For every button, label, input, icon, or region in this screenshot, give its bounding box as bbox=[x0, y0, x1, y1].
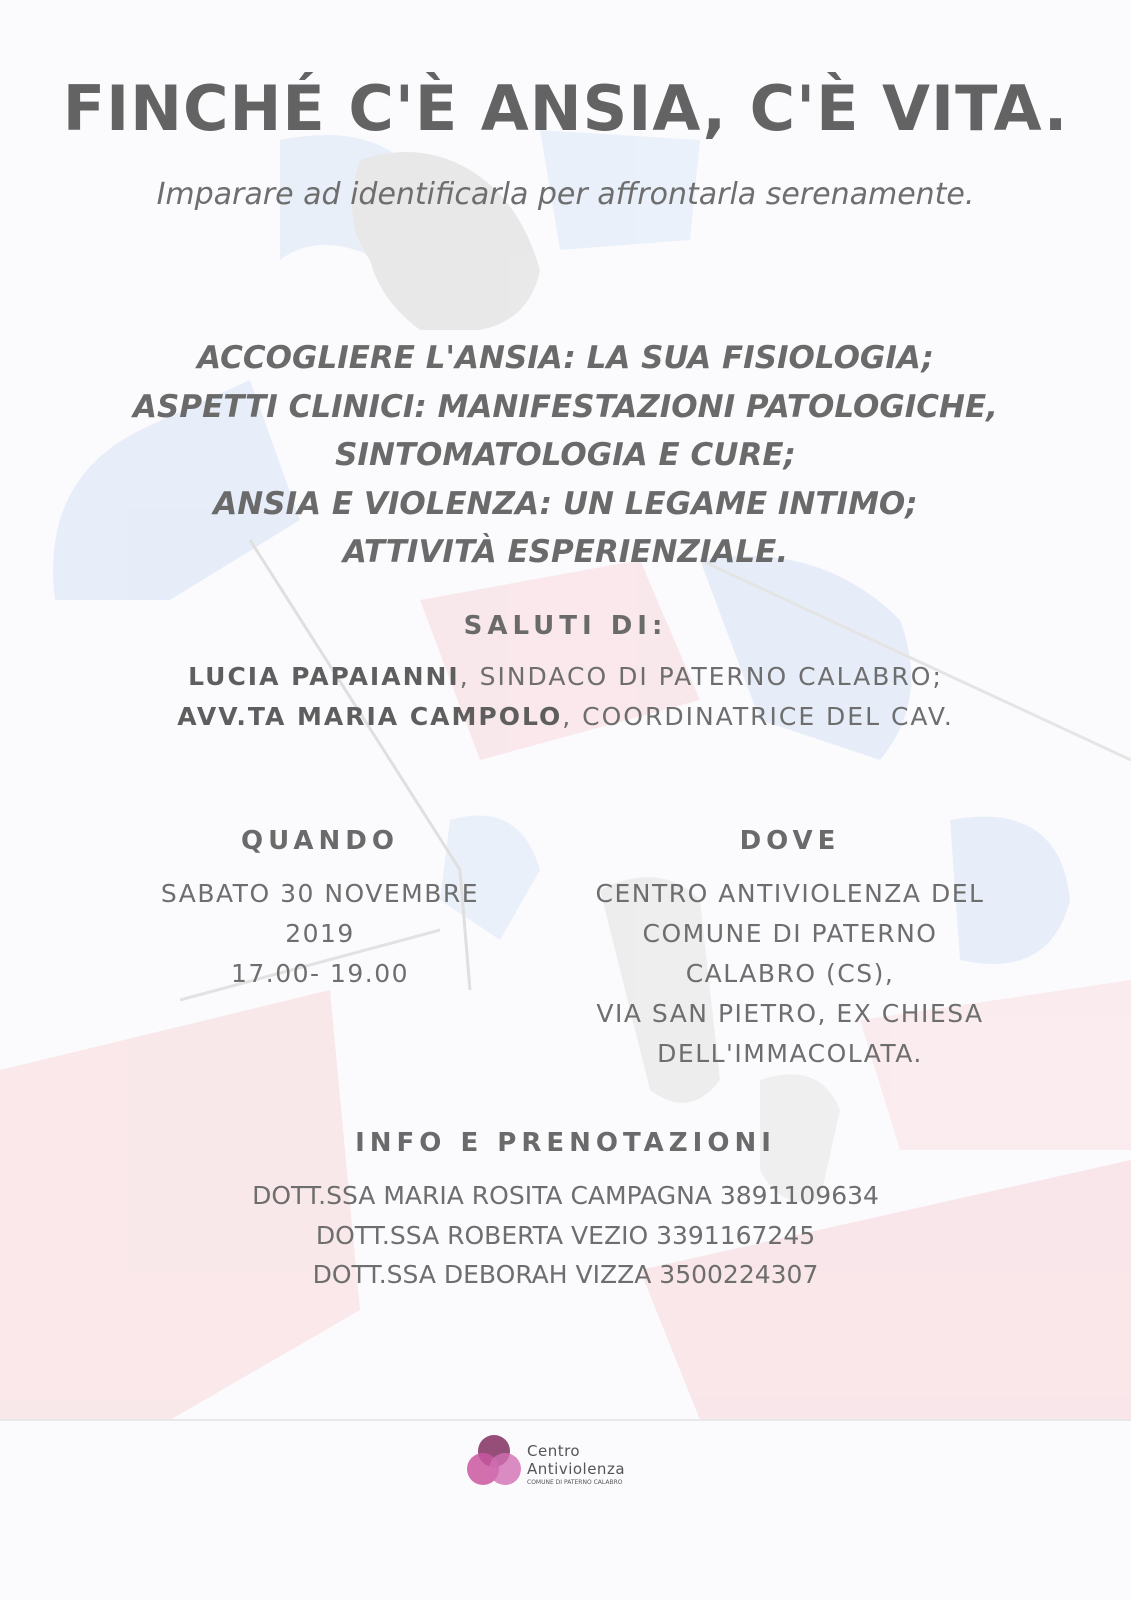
where-line: COMUNE DI PATERNO bbox=[642, 919, 938, 948]
where-line: CENTRO ANTIVIOLENZA DEL bbox=[595, 879, 985, 908]
where-heading: DOVE bbox=[739, 826, 841, 856]
logo-circles-icon bbox=[466, 1432, 524, 1490]
greeting-role: , SINDACO DI PATERNO CALABRO; bbox=[459, 662, 943, 691]
topic-item: SINTOMATOLOGIA E CURE; bbox=[335, 437, 796, 473]
greeting-item bbox=[0, 657, 1131, 697]
logo-line-2: Antiviolenza bbox=[527, 1460, 626, 1478]
topic-list bbox=[0, 334, 1131, 577]
greeting-name: LUCIA PAPAIANNI bbox=[188, 662, 460, 691]
contact-item: DOTT.SSA DEBORAH VIZZA 3500224307 bbox=[312, 1260, 819, 1289]
centro-antiviolenza-logo bbox=[466, 1432, 666, 1492]
where-line: VIA SAN PIETRO, EX CHIESA bbox=[596, 999, 984, 1028]
where-section bbox=[565, 826, 1015, 1074]
contact-item: DOTT.SSA MARIA ROSITA CAMPAGNA 3891109634 bbox=[252, 1181, 879, 1210]
page-title: FINCHÉ C'È ANSIA, C'È VITA. bbox=[62, 72, 1069, 145]
topic-item: ASPETTI CLINICI: MANIFESTAZIONI PATOLOGICHE, bbox=[133, 388, 998, 425]
logo-line-3: COMUNE DI PATERNO CALABRO bbox=[527, 1479, 623, 1486]
info-heading: INFO E PRENOTAZIONI bbox=[355, 1128, 776, 1158]
greeting-name: AVV.TA MARIA CAMPOLO bbox=[177, 702, 563, 731]
topic-item: ANSIA E VIOLENZA: UN LEGAME INTIMO; bbox=[213, 485, 918, 522]
greeting-item bbox=[0, 697, 1131, 737]
contact-item: DOTT.SSA ROBERTA VEZIO 3391167245 bbox=[315, 1220, 816, 1250]
contact-list bbox=[0, 1176, 1131, 1295]
when-section bbox=[130, 826, 510, 994]
when-line: 17.00- 19.00 bbox=[230, 959, 410, 988]
when-line: SABATO 30 NOVEMBRE bbox=[160, 879, 480, 908]
logo-line-1: Centro bbox=[527, 1442, 581, 1460]
topic-item: ACCOGLIERE L'ANSIA: LA SUA FISIOLOGIA; bbox=[197, 340, 934, 376]
where-line: DELL'IMMACOLATA. bbox=[657, 1039, 923, 1068]
greetings-heading: SALUTI DI: bbox=[463, 611, 668, 641]
topic-item: ATTIVITÀ ESPERIENZIALE. bbox=[342, 534, 789, 570]
when-line: 2019 bbox=[285, 919, 355, 948]
when-heading: QUANDO bbox=[241, 826, 399, 856]
page-subtitle: Imparare ad identificarla per affrontarla serenamente. bbox=[156, 177, 975, 212]
where-line: CALABRO (CS), bbox=[685, 959, 895, 988]
greeting-role: , COORDINATRICE DEL CAV. bbox=[562, 702, 954, 731]
greetings-list bbox=[0, 657, 1131, 737]
